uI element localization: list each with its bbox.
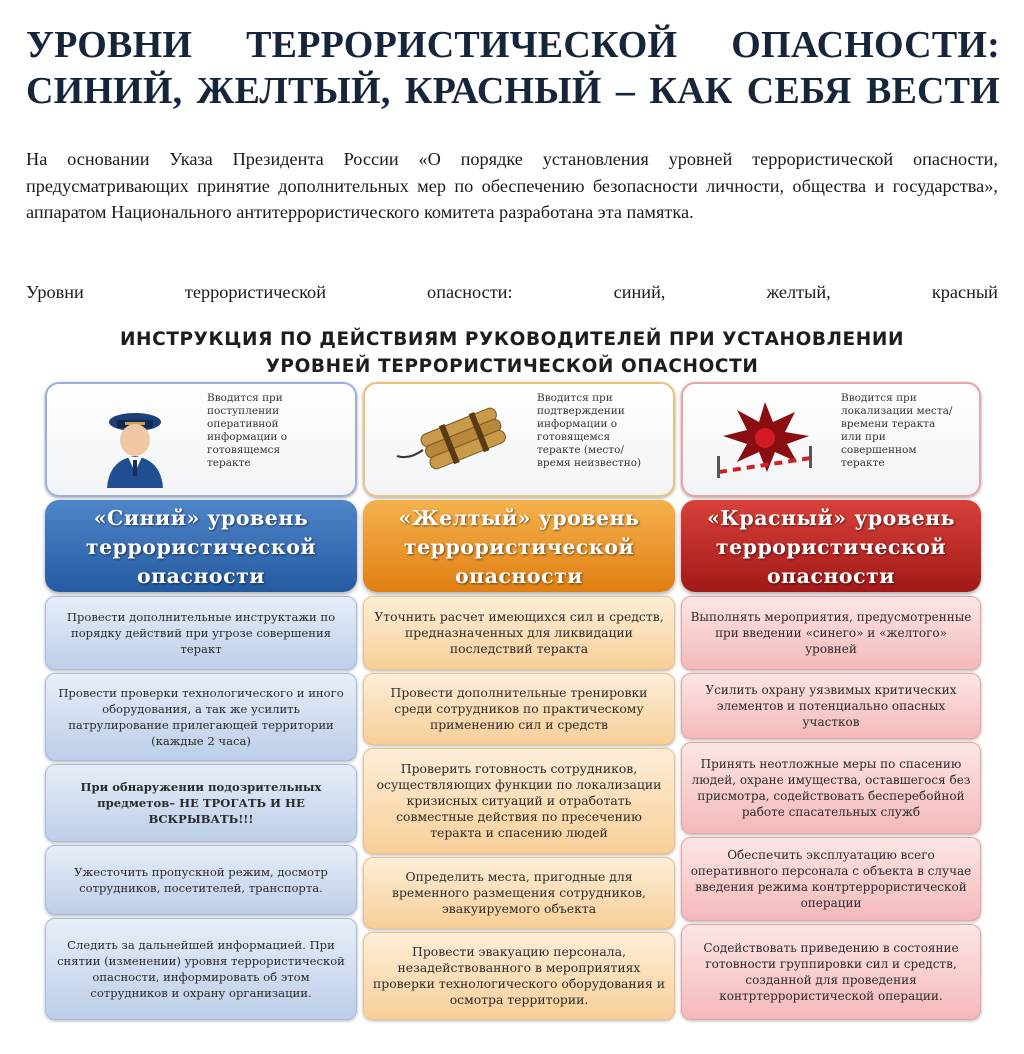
blue-intro-card <box>45 382 357 497</box>
levels-word: террористической <box>184 282 326 302</box>
explosion-icon <box>705 396 825 487</box>
yellow-action-item: Уточнить расчет имеющихся сил и средств, предназначенных для ликвидации последствий теракта <box>363 596 675 670</box>
red-action-item: Принять неотложные меры по спасению людей, охране имущества, оставшегося без присмотра, содействовать бесперебойной работе спасательных служб <box>681 742 981 834</box>
blue-action-item: Провести дополнительные инструктажи по порядку действий при угрозе совершения теракт <box>45 596 357 670</box>
red-intro-card <box>681 382 981 497</box>
blue-action-item: Провести проверки технологического и иного оборудования, а так же усилить патрулирование прилегающей территории (каждые 2 часа) <box>45 673 357 761</box>
red-level-banner: «Красный» уровень террористической опасности <box>681 500 981 592</box>
blue-action-item: Ужесточить пропускной режим, досмотр сотрудников, посетителей, транспорта. <box>45 845 357 915</box>
poster-title-line: УРОВНЕЙ ТЕРРОРИСТИЧЕСКОЙ ОПАСНОСТИ <box>265 356 759 377</box>
yellow-action-item: Провести эвакуацию персонала, незадействованного в мероприятиях проверки технологического оборудования и осмотра территории. <box>363 932 675 1020</box>
yellow-action-item: Определить места, пригодные для временного размещения сотрудников, эвакуируемого объекта <box>363 857 675 929</box>
dynamite-icon <box>393 404 523 479</box>
red-action-item: Усилить охрану уязвимых критических элементов и потенциально опасных участков <box>681 673 981 739</box>
police-officer-icon <box>95 398 175 493</box>
blue-action-item: Следить за дальнейшей информацией. При снятии (изменении) уровня террористической опасности, информировать об этом сотрудников и охрану организации. <box>45 918 357 1020</box>
levels-word: желтый, <box>766 282 831 302</box>
red-action-item: Содействовать приведению в состояние готовности группировки сил и средств, созданной для проведения контртеррористической операции. <box>681 924 981 1020</box>
blue-action-item: При обнаружении подозрительных предметов– НЕ ТРОГАТЬ И НЕ ВСКРЫВАТЬ!!! <box>45 764 357 842</box>
red-action-item: Обеспечить эксплуатацию всего оперативного персонала с объекта в случае введения режима контртеррористической операции <box>681 837 981 921</box>
yellow-intro-card <box>363 382 675 497</box>
levels-word: синий, <box>613 282 666 302</box>
poster-title <box>40 326 984 380</box>
page-title: УРОВНИ ТЕРРОРИСТИЧЕСКОЙ ОПАСНОСТИ: СИНИЙ, ЖЕЛТЫЙ, КРАСНЫЙ – КАК СЕБЯ ВЕСТИ <box>26 24 1000 112</box>
poster-title-line: ИНСТРУКЦИЯ ПО ДЕЙСТВИЯМ РУКОВОДИТЕЛЕЙ ПРИ УСТАНОВЛЕНИИ <box>119 329 905 350</box>
levels-word: Уровни <box>26 282 84 302</box>
instruction-poster <box>40 322 984 1022</box>
red-action-item: Выполнять мероприятия, предусмотренные при введении «синего» и «желтого» уровней <box>681 596 981 670</box>
levels-word: красный <box>931 282 998 302</box>
yellow-action-item: Проверить готовность сотрудников, осуществляющих функции по локализации кризисных ситуаций и отработать совместные действия по пресечению теракта и спасению людей <box>363 748 675 854</box>
blue-intro-text: Вводится при поступлении оперативной информации о готовящемся теракте <box>207 392 288 469</box>
yellow-intro-text: Вводится при подтверждении информации о готовящемся теракте (место/время неизвестно) <box>537 392 642 469</box>
yellow-level-banner: «Желтый» уровень террористической опасности <box>363 500 675 592</box>
levels-word: опасности: <box>427 282 513 302</box>
red-intro-text: Вводится при локализации места/времени теракта или при совершенном теракте <box>841 392 953 469</box>
blue-level-banner: «Синий» уровень террористической опасности <box>45 500 357 592</box>
intro-paragraph: На основании Указа Президента России «О порядке установления уровней террористической опасности, предусматривающих принятие дополнительных мер по обеспечению безопасности личности, общества и государства», аппаратом Национального антитеррористического комитета разработана эта памятка. <box>26 149 998 222</box>
levels-line <box>26 279 998 305</box>
yellow-action-item: Провести дополнительные тренировки среди сотрудников по практическому применению сил и средств <box>363 673 675 745</box>
